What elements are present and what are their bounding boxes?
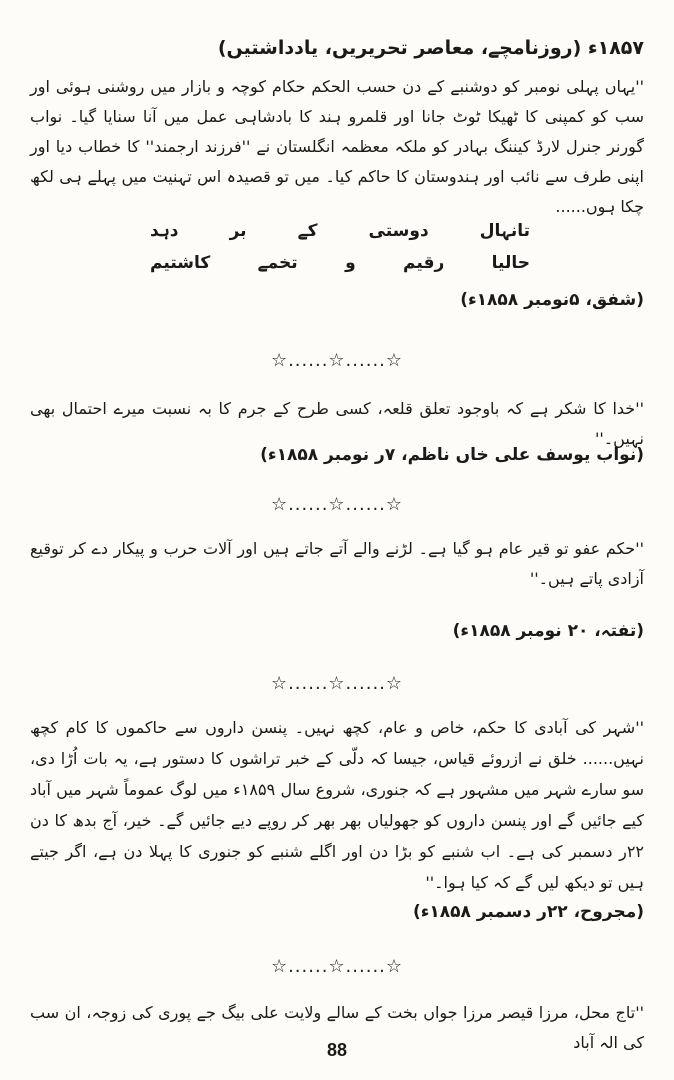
verse-line-1	[150, 216, 530, 246]
verse-word: دوستی	[368, 221, 429, 241]
verse-word: کاشتیم	[150, 253, 211, 273]
section-heading: ۱۸۵۷ء (روزنامچے، معاصر تحریریں، یادداشتیں)	[217, 37, 644, 59]
paragraph-3: ''حکم عفو تو قیر عام ہو گیا ہے۔ لڑنے والے آتے جاتے ہیں اور آلات حرب و پیکار دے کر توقیع آزادی پاتے ہیں۔''	[30, 539, 644, 588]
verse-word: رقیم	[403, 253, 445, 273]
attribution-1: (شفق، ۵نومبر ۱۸۵۸ء)	[460, 290, 644, 310]
attribution-2: (نواب یوسف علی خاں ناظم، ۷ر نومبر ۱۸۵۸ء)	[260, 445, 644, 465]
verse-word: دہد	[150, 221, 179, 241]
star-separator: ☆......☆......☆	[270, 350, 404, 371]
star-separator: ☆......☆......☆	[270, 956, 404, 977]
verse-word: تخمے	[257, 253, 298, 273]
verse-word: و	[345, 253, 356, 273]
verse-word: حالیا	[491, 253, 530, 273]
verse-line-2	[150, 248, 530, 278]
paragraph-4: ''شہر کی آبادی کا حکم، خاص و عام، کچھ نہیں۔ پنسن داروں سے حاکموں کا کام کچھ نہیں...... خلق نے ازروئے قیاس، جیسا کہ دلّی کے خبر تراشوں کا دستور ہے، یہ بات اُڑا دی، سو سارے شہر میں مشہور ہے کہ جنوری، شروع سال ۱۸۵۹ء میں لوگ عموماً شہر میں آباد کیے جائیں گے اور پنسن داروں کو جھولیاں بھر بھر کر روپے دیے جائیں گے۔ خیر، آج بدھ کا دن ۲۲ر دسمبر کی ہے۔ اب شنبے کو بڑا دن اور اگلے شنبے کو جنوری کا پہلا دن ہے، اگر جیتے ہیں تو دیکھ لیں گے کہ کیا ہوا۔''	[30, 718, 644, 892]
page-number: 88	[326, 1040, 348, 1060]
attribution-4: (مجروح، ۲۲ر دسمبر ۱۸۵۸ء)	[412, 902, 644, 922]
verse-word: تانہال	[479, 221, 530, 241]
paragraph-1: ''یہاں پہلی نومبر کو دوشنبے کے دن حسب الحکم حکام کوچہ و بازار میں روشنی ہوئی اور سب کو کمپنی کا ٹھیکا ٹوٹ جانا اور قلمرو ہند کا بادشاہی عمل میں آنا سنایا گیا۔ نواب گورنر جنرل لارڈ کیننگ بہادر کو ملکہ معظمہ انگلستان نے ''فرزند ارجمند'' کا خطاب دیا اور اپنی طرف سے نائب اور ہندوستان کا حاکم کیا۔ میں تو قصیدہ اس تہنیت میں پہلے ہی لکھ چکا ہوں......	[30, 77, 644, 216]
star-separator: ☆......☆......☆	[270, 494, 404, 515]
star-separator: ☆......☆......☆	[270, 673, 404, 694]
verse-word: کے	[297, 221, 318, 241]
paragraph-2: ''خدا کا شکر ہے کہ باوجود تعلق قلعہ، کسی طرح کے جرم کا بہ نسبت میرے احتمال بھی نہیں۔''	[30, 399, 644, 448]
paragraph-5: ''تاج محل، مرزا قیصر مرزا جواں بخت کے سالے ولایت علی بیگ جے پوری کی زوجہ، ان سب کی الہ آباد	[30, 1003, 644, 1052]
attribution-3: (تفتہ، ۲۰ نومبر ۱۸۵۸ء)	[452, 621, 644, 641]
verse-word: بر	[229, 221, 247, 241]
